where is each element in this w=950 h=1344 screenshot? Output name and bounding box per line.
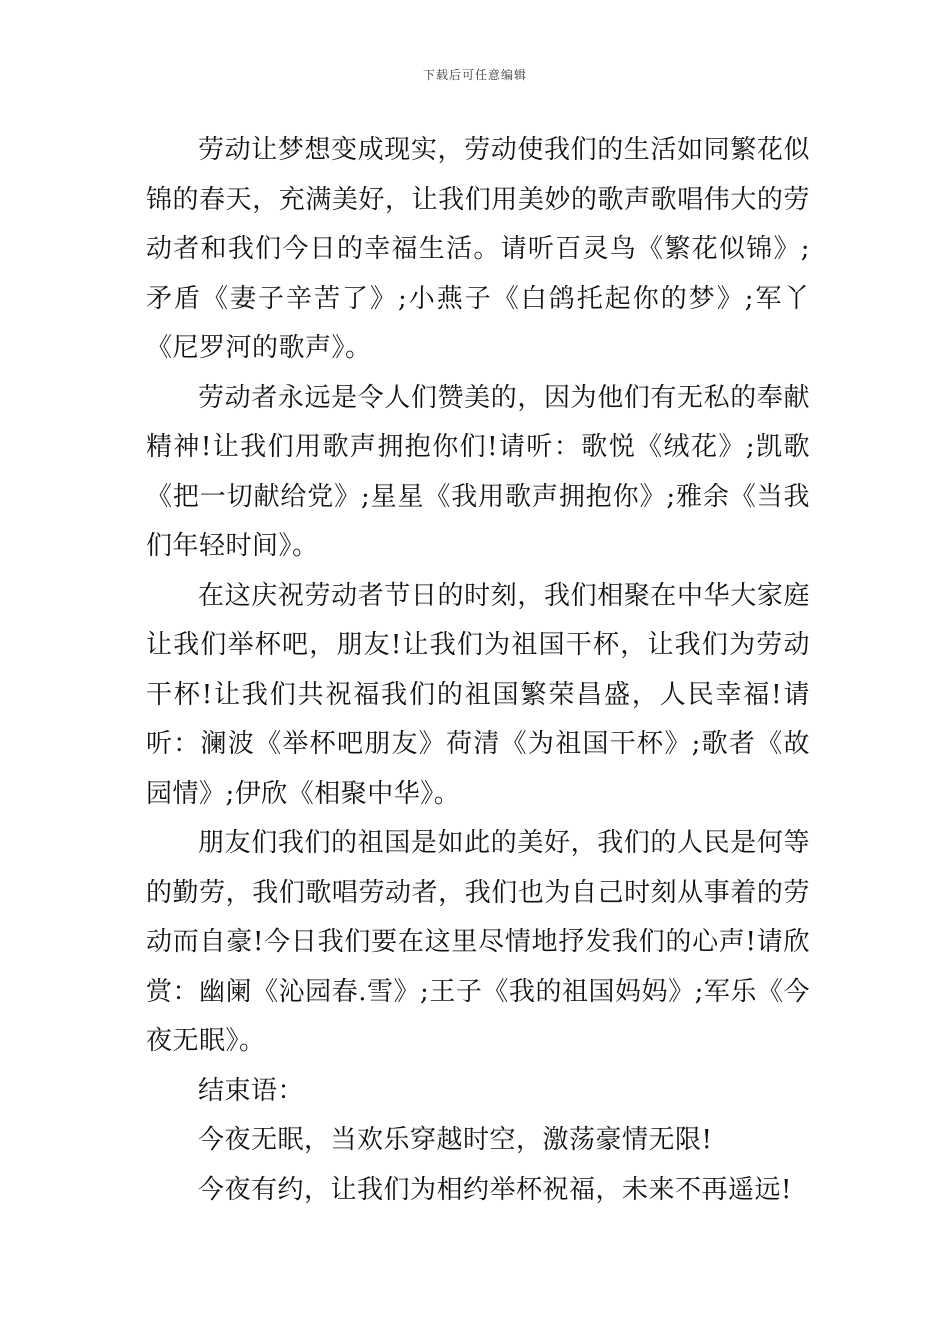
paragraph-2: 劳动者永远是令人们赞美的，因为他们有无私的奉献精神!让我们用歌声拥抱你们!请听：歌悦《绒花》;凯歌《把一切献给党》;星星《我用歌声拥抱你》;雅余《当我们年轻时间》。 <box>146 382 810 561</box>
paragraph-1: 劳动让梦想变成现实，劳动使我们的生活如同繁花似锦的春天，充满美好，让我们用美妙的歌声歌唱伟大的劳动者和我们今日的幸福生活。请听百灵鸟《繁花似锦》;矛盾《妻子辛苦了》;小燕子《白鸽托起你的梦》;军丫《尼罗河的歌声》。 <box>146 135 810 363</box>
closing-line-2: 今夜有约，让我们为相约举杯祝福，未来不再遥远! <box>198 1174 792 1205</box>
closing-line-1: 今夜无眠，当欢乐穿越时空，激荡豪情无限! <box>198 1125 713 1155</box>
closing-heading: 结束语： <box>198 1075 305 1106</box>
paragraph-3: 在这庆祝劳动者节日的时刻，我们相聚在中华大家庭让我们举杯吧，朋友!让我们为祖国干杯，让我们为劳动干杯!让我们共祝福我们的祖国繁荣昌盛，人民幸福!请听：澜波《举杯吧朋友》荷清《为祖国干杯》;歌者《故园情》;伊欣《相聚中华》。 <box>146 580 810 809</box>
document-body <box>146 126 810 1215</box>
header-note: 下载后可任意编辑 <box>422 68 527 82</box>
paragraph-4: 朋友们我们的祖国是如此的美好，我们的人民是何等的勤劳，我们歌唱劳动者，我们也为自己时刻从事着的劳动而自豪!今日我们要在这里尽情地抒发我们的心声!请欣赏：幽阑《沁园春.雪》;王子《我的祖国妈妈》;军乐《今夜无眠》。 <box>146 828 810 1056</box>
